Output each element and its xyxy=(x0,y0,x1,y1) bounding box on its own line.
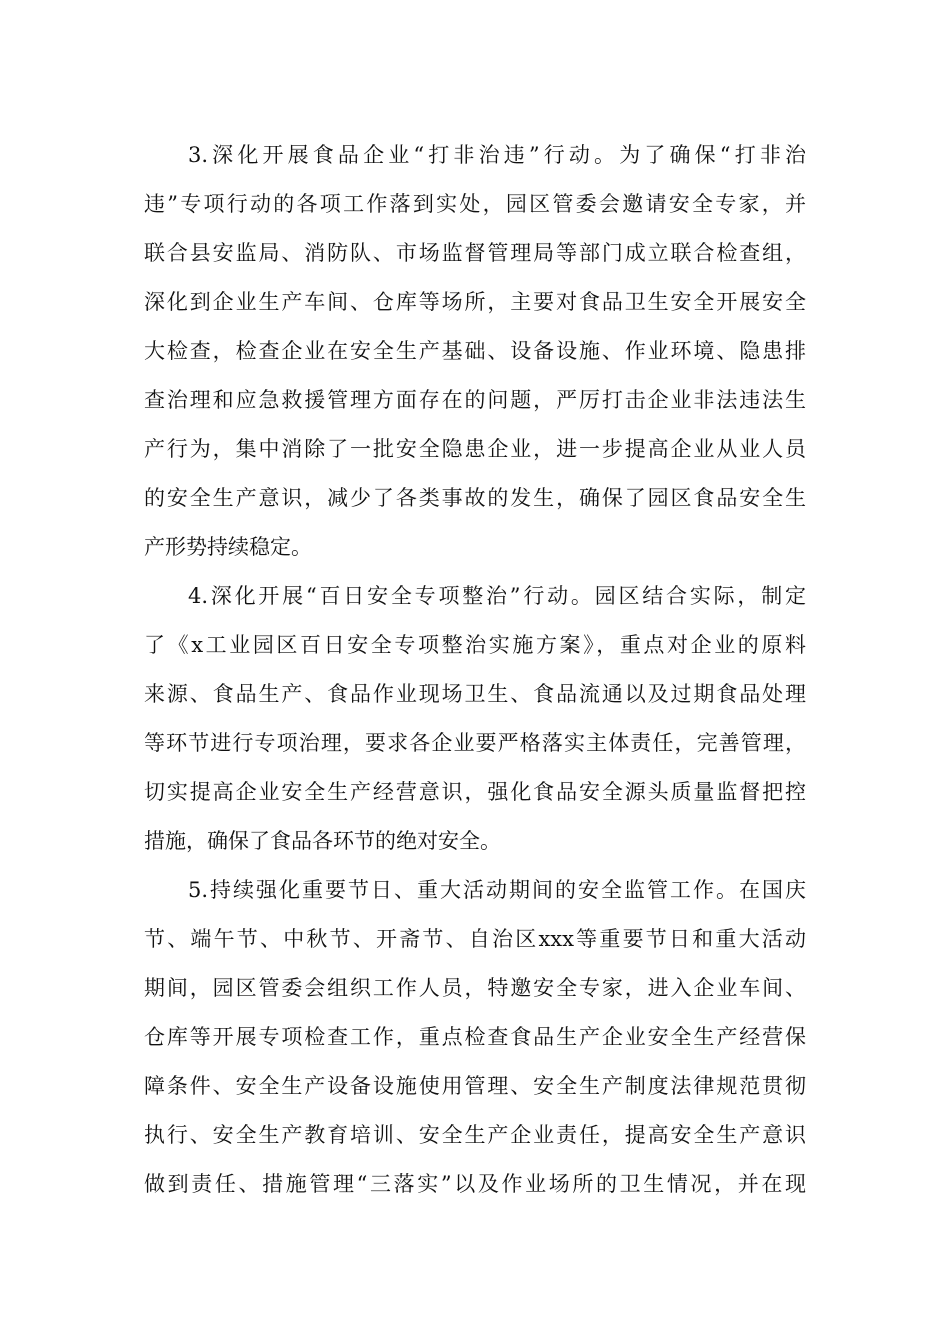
text-line: 产行为，集中消除了一批安全隐患企业，进一步提高企业从业人员 xyxy=(144,437,806,461)
text-line: 措施，确保了食品各环节的绝对安全。 xyxy=(144,829,501,853)
text-line: 仓库等开展专项检查工作，重点检查食品生产企业安全生产经营保 xyxy=(144,1025,806,1049)
text-line: 产形势持续稳定。 xyxy=(144,535,312,559)
document-page xyxy=(144,131,806,1209)
text-line: 等环节进行专项治理，要求各企业要严格落实主体责任，完善管理， xyxy=(144,731,806,755)
text-line: 做到责任、措施管理“三落实”以及作业场所的卫生情况，并在现 xyxy=(144,1172,806,1196)
text-line: 执行、安全生产教育培训、安全生产企业责任，提高安全生产意识 xyxy=(144,1123,806,1147)
paragraph-4-hundred-day-campaign xyxy=(144,572,806,866)
text-line: 切实提高企业安全生产经营意识，强化食品安全源头质量监督把控 xyxy=(144,780,806,804)
text-line: 查治理和应急救援管理方面存在的问题，严厉打击企业非法违法生 xyxy=(144,388,806,412)
text-line: 联合县安监局、消防队、市场监督管理局等部门成立联合检查组， xyxy=(144,241,806,265)
text-line: 深化到企业生产车间、仓库等场所，主要对食品卫生安全开展安全 xyxy=(144,290,806,314)
paragraph-5-holiday-supervision xyxy=(144,866,806,1209)
text-line: 4.深化开展“百日安全专项整治”行动。园区结合实际，制定 xyxy=(188,584,806,608)
text-line: 来源、食品生产、食品作业现场卫生、食品流通以及过期食品处理 xyxy=(144,682,806,706)
text-line: 大检查，检查企业在安全生产基础、设备设施、作业环境、隐患排 xyxy=(144,339,806,363)
text-line: 期间，园区管委会组织工作人员，特邀安全专家，进入企业车间、 xyxy=(144,976,806,1000)
text-line: 了《x工业园区百日安全专项整治实施方案》，重点对企业的原料 xyxy=(144,633,806,657)
text-line: 的安全生产意识，减少了各类事故的发生，确保了园区食品安全生 xyxy=(144,486,806,510)
text-line: 节、端午节、中秋节、开斋节、自治区xxx等重要节日和重大活动 xyxy=(144,927,806,951)
paragraph-3-deepen-crackdown xyxy=(144,131,806,572)
text-line: 障条件、安全生产设备设施使用管理、安全生产制度法律规范贯彻 xyxy=(144,1074,806,1098)
text-line: 5.持续强化重要节日、重大活动期间的安全监管工作。在国庆 xyxy=(188,878,806,902)
text-line: 3.深化开展食品企业“打非治违”行动。为了确保“打非治 xyxy=(188,143,806,167)
text-line: 违”专项行动的各项工作落到实处，园区管委会邀请安全专家，并 xyxy=(144,192,806,216)
